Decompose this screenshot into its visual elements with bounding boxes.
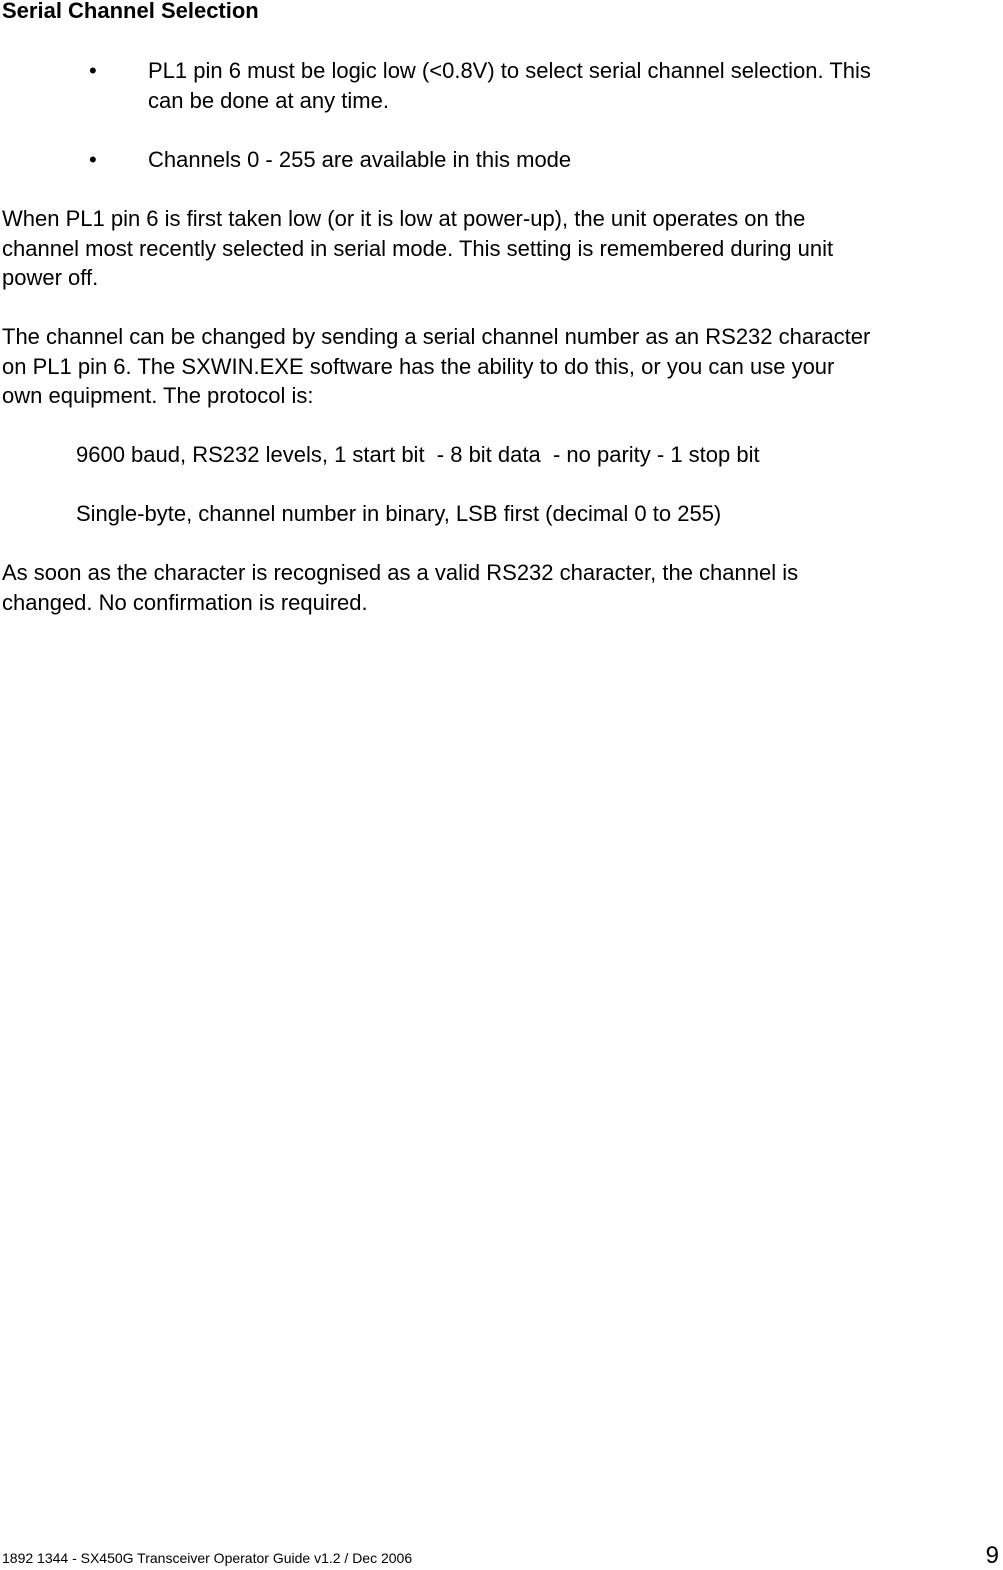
protocol-line-serial-format: 9600 baud, RS232 levels, 1 start bit - 8 bit data - no parity - 1 stop bit — [76, 442, 760, 467]
section-title: Serial Channel Selection — [2, 0, 259, 23]
paragraph-line: channel most recently selected in serial mode. This setting is remembered during unit — [2, 235, 834, 261]
protocol-line-byte-format: Single-byte, channel number in binary, LSB first (decimal 0 to 255) — [76, 501, 722, 526]
paragraph-line: The channel can be changed by sending a serial channel number as an RS232 character — [2, 324, 871, 349]
paragraph-line: on PL1 pin 6. The SXWIN.EXE software has the ability to do this, or you can use your — [2, 353, 835, 379]
paragraph-confirmation — [2, 558, 1000, 617]
paragraph-line: changed. No confirmation is required. — [2, 589, 368, 615]
bullet-text — [148, 56, 998, 115]
footer-document-reference: 1892 1344 - SX450G Transceiver Operator Guide v1.2 / Dec 2006 — [2, 1550, 413, 1566]
paragraph-line: When PL1 pin 6 is first taken low (or it is low at power-up), the unit operates on the — [2, 206, 806, 231]
paragraph-change-channel — [2, 322, 1000, 411]
page-number: 9 — [985, 1542, 999, 1569]
bullet-text — [148, 145, 998, 175]
bullet-line: PL1 pin 6 must be logic low (<0.8V) to select serial channel selection. This — [148, 58, 871, 83]
bullet-line: can be done at any time. — [148, 87, 389, 113]
paragraph-power-up — [2, 204, 1000, 293]
paragraph-line: own equipment. The protocol is: — [2, 383, 314, 408]
bullet-icon: • — [89, 147, 97, 172]
paragraph-line: power off. — [2, 265, 99, 290]
bullet-line: Channels 0 - 255 are available in this mode — [148, 147, 572, 172]
paragraph-line: As soon as the character is recognised as a valid RS232 character, the channel is — [2, 560, 799, 585]
bullet-icon: • — [89, 58, 97, 83]
